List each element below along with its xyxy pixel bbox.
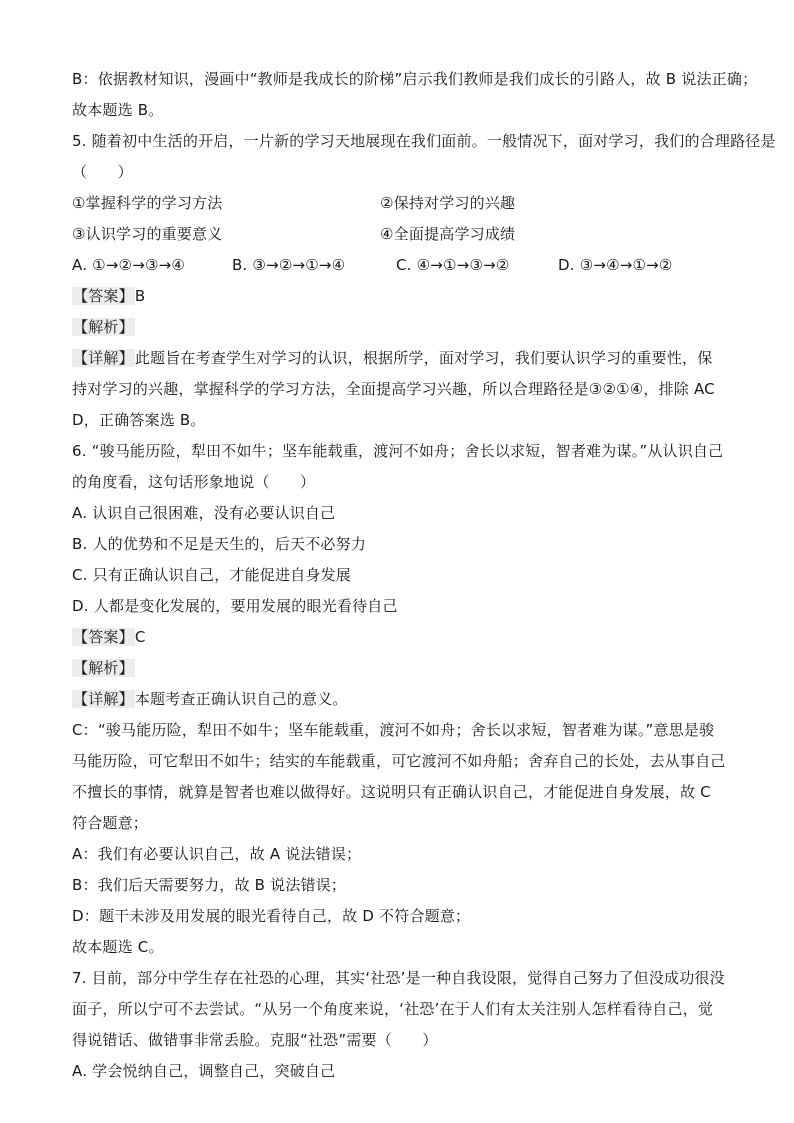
q5-option-c: C. ④→①→③→② [396,256,510,274]
q6-detail-tag: 【详解】 [73,690,134,708]
q7-option-a: A. 学会悦纳自己，调整自己，突破自己 [72,1062,336,1080]
q6-b-explain: B：我们后天需要努力，故 B 说法错误； [72,876,347,894]
q5-option-a: A. ①→②→③→④ [72,256,186,274]
q5-analysis-tag: 【解析】 [73,318,134,336]
q5-detail [72,343,726,436]
q5-item-3: ③认识学习的重要意义 [72,225,223,243]
q5-detail-tag: 【详解】 [73,349,134,367]
q5-options [72,250,726,281]
q5-option-d: D. ③→④→①→② [558,256,673,274]
q5-item-2: ②保持对学习的兴趣 [380,194,516,212]
q6-detail [72,684,726,715]
q6-answer-value: C [134,628,146,646]
q6-option-a: A. 认识自己很困难，没有必要认识自己 [72,504,336,522]
q6-conclusion: 故本题选 C。 [72,938,164,956]
q5-analysis [72,312,726,343]
q5-detail-text: 此题旨在考查学生对学习的认识，根据所学，面对学习，我们要认识学习的重要性，保持对学习的兴趣，掌握科学的学习方法，全面提高学习兴趣，所以合理路径是③②①④，排除 ACD，正确答案选 B。 [72,349,715,429]
q6-detail-text: 本题考查正确认识自己的意义。 [134,690,348,708]
q7-stem: 7. 目前，部分中学生存在社恐的心理，其实‘社恐’是一种自我设限，觉得自己努力了但没成功很没面子，所以宁可不去尝试。“从另一个角度来说，‘社恐’在于人们有太关注别人怎样看待自己，觉得说错话、做错事非常丢脸。克服“社恐”需要（ ） [72,969,725,1049]
document-page [72,64,776,1087]
q5-answer-tag: 【答案】 [73,287,134,305]
q6-analysis [72,653,726,684]
q5-answer [72,281,726,312]
prev-conclusion: 故本题选 B。 [72,101,164,119]
prev-explain-b: B：依据教材知识，漫画中“教师是我成长的阶梯”启示我们教师是我们成长的引路人，故 B 说法正确； [72,70,758,88]
q6-option-c: C. 只有正确认识自己，才能促进自身发展 [72,566,352,584]
q6-answer-tag: 【答案】 [73,628,134,646]
q5-stem: 5. 随着初中生活的开启，一片新的学习天地展现在我们面前。一般情况下，面对学习，我们的合理路径是 [72,132,776,150]
q5-items-row-1 [72,188,726,219]
q6-d-explain: D：题干未涉及用发展的眼光看待自己，故 D 不符合题意； [72,907,471,925]
q6-c-explain: C：“骏马能历险，犁田不如牛；坚车能载重，渡河不如舟；舍长以求短，智者难为谋。”意思是骏马能历险，可它犁田不如牛；结实的车能载重，可它渡河不如舟船；舍弃自己的长处，去从事自己不擅长的事情，就算是智者也难以做得好。这说明只有正确认识自己，才能促进自身发展，故 C 符合题意； [72,721,726,832]
q6-option-d: D. 人都是变化发展的，要用发展的眼光看待自己 [72,597,398,615]
q6-a-explain: A：我们有必要认识自己，故 A 说法错误； [72,845,362,863]
q5-item-1: ①掌握科学的学习方法 [72,194,223,212]
q5-option-b: B. ③→②→①→④ [232,256,346,274]
q5-items-row-2 [72,219,726,250]
q6-stem: 6. “骏马能历险，犁田不如牛；坚车能载重，渡河不如舟；舍长以求短，智者难为谋。”从认识自己的角度看，这句话形象地说（ ） [72,442,724,491]
q6-answer [72,622,726,653]
q5-blank: （ ） [72,163,133,181]
q6-analysis-tag: 【解析】 [73,659,134,677]
q5-answer-value: B [134,287,146,305]
q6-option-b: B. 人的优势和不足是天生的，后天不必努力 [72,535,367,553]
q5-item-4: ④全面提高学习成绩 [380,225,516,243]
